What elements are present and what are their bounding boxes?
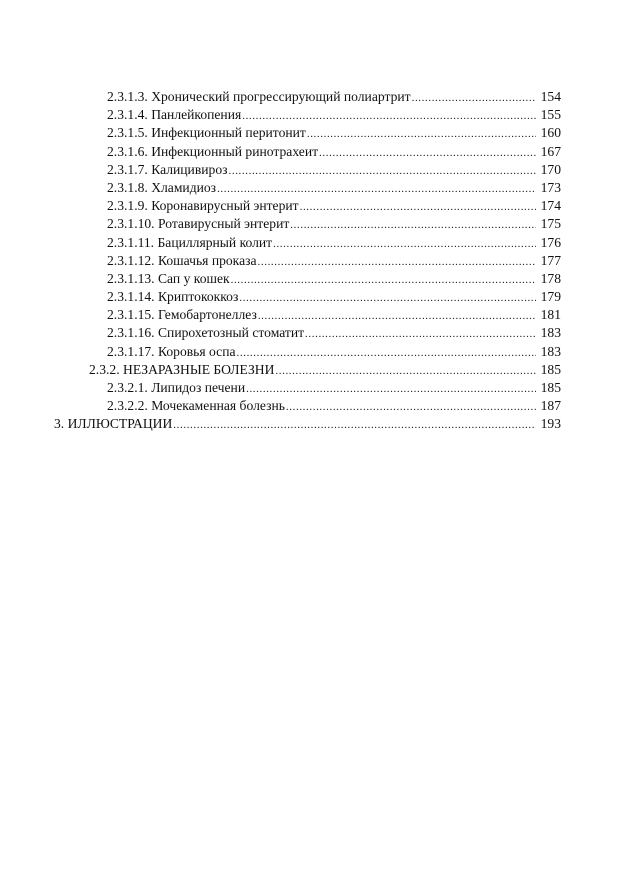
toc-entry [0, 306, 618, 324]
toc-entry-page-number: 179 [540, 289, 561, 305]
toc-entry-number: 2.3.1.15. [107, 307, 155, 323]
dot-leader [173, 416, 536, 434]
dot-leader [290, 216, 536, 234]
toc-entry-line [107, 106, 561, 125]
dot-leader [412, 89, 536, 107]
toc-entry-line [107, 143, 561, 162]
toc-entry-title: Инфекционный перитонит [151, 125, 306, 141]
toc-entry [0, 106, 618, 124]
toc-entry-line [107, 197, 561, 216]
toc-entry-page-number: 178 [540, 270, 561, 286]
toc-entry-title: ИЛЛЮСТРАЦИИ [67, 416, 173, 432]
toc-entry-page-number: 181 [540, 307, 561, 323]
dot-leader [305, 325, 536, 343]
toc-entry-title: Липидоз печени [151, 380, 246, 395]
toc-entry-line [107, 234, 561, 253]
toc-entry-number: 2.3.1.9. [107, 198, 148, 214]
toc-entry-line [107, 288, 561, 307]
toc-entry-number: 2.3.1.16. [107, 325, 155, 341]
toc-entry [0, 361, 618, 379]
toc-entry-title: Ротавирусный энтерит [157, 216, 290, 232]
toc-entry-line [107, 252, 561, 271]
toc-entry-number: 2.3.1.17. [107, 343, 155, 359]
toc-entry-line [107, 215, 561, 234]
toc-entry-number: 2.3.1.6. [107, 143, 148, 159]
toc-entry-title: Мочекаменная болезнь [151, 398, 285, 414]
toc-entry [0, 88, 618, 106]
toc-entry-page-number: 185 [540, 361, 561, 377]
toc-entry-page-number: 173 [540, 179, 561, 195]
toc-entry-title: Хламидиоз [151, 179, 217, 195]
dot-leader [307, 125, 536, 143]
toc-entry-page-number: 155 [540, 107, 561, 123]
toc-entry-page-number: 167 [540, 143, 561, 159]
toc-entry-number: 2.3.1.14. [107, 289, 155, 305]
toc-entry-page-number: 154 [540, 89, 561, 104]
toc-entry-number: 2.3.1.11. [107, 234, 155, 250]
toc-entry [0, 161, 618, 179]
toc-entry-line [107, 161, 561, 180]
toc-entry-number: 2.3.1.10. [107, 216, 155, 232]
toc-entry-number: 2.3.1.4. [107, 107, 148, 123]
toc-entry-line [107, 124, 561, 143]
toc-entry [0, 379, 618, 397]
toc-entry [0, 252, 618, 270]
toc-entry-title: Панлейкопения [151, 107, 242, 123]
toc-entry-number: 2.3.1.12. [107, 252, 155, 268]
toc-entry-number: 2.3.2.2. [107, 398, 148, 414]
toc-entry [0, 124, 618, 142]
toc-entry-line [107, 88, 561, 107]
toc-entry-number: 2.3.1.13. [107, 270, 155, 286]
toc-entry-title: Спирохетозный стоматит [157, 325, 305, 341]
toc-entry-title: НЕЗАРАЗНЫЕ БОЛЕЗНИ [123, 361, 275, 377]
dot-leader [242, 107, 536, 125]
toc-entry-page-number: 160 [540, 125, 561, 141]
toc-entry-page-number: 185 [540, 380, 561, 395]
dot-leader [229, 162, 537, 180]
toc-entry-title: Гемобартонеллез [157, 307, 257, 323]
dot-leader [217, 180, 536, 198]
toc-entry-number: 2.3.1.8. [107, 179, 148, 195]
toc-entry-page-number: 177 [540, 252, 561, 268]
toc-entry [0, 397, 618, 415]
toc-entry [0, 324, 618, 342]
toc-entry [0, 343, 618, 361]
toc-entry-line [107, 324, 561, 343]
toc-entry-line [107, 397, 561, 416]
toc-entry-title: Сап у кошек [157, 270, 230, 286]
toc-entry-line [107, 379, 561, 398]
toc-entry-page-number: 170 [540, 161, 561, 177]
toc-entry-title: Инфекционный ринотрахеит [151, 143, 319, 159]
dot-leader [258, 253, 536, 271]
toc-entry-line [89, 361, 561, 380]
toc-entry-page-number: 193 [540, 416, 561, 432]
toc-entry-line [107, 179, 561, 198]
toc-entry-line [54, 415, 561, 434]
toc-entry [0, 415, 618, 433]
dot-leader [239, 289, 536, 307]
toc-entry-number: 2.3.2. [89, 361, 120, 377]
toc-entry [0, 215, 618, 233]
toc-entry-page-number: 176 [540, 234, 561, 250]
dot-leader [246, 380, 536, 398]
toc-entry-line [107, 306, 561, 325]
table-of-contents [0, 88, 618, 434]
dot-leader [231, 271, 536, 289]
dot-leader [237, 344, 536, 362]
toc-entry-number: 2.3.1.7. [107, 161, 148, 177]
toc-entry-title: Криптококкоз [157, 289, 239, 305]
toc-entry-title: Коровья оспа [157, 343, 236, 359]
toc-entry-page-number: 183 [540, 343, 561, 359]
toc-entry-title: Бациллярный колит [157, 234, 273, 250]
dot-leader [258, 307, 536, 325]
toc-entry [0, 197, 618, 215]
toc-entry-title: Кошачья проказа [157, 252, 257, 268]
toc-entry-number: 2.3.1.3. [107, 89, 148, 104]
toc-entry [0, 143, 618, 161]
toc-entry-number: 3. [54, 416, 65, 432]
toc-entry-number: 2.3.1.5. [107, 125, 148, 141]
toc-entry-title: Коронавирусный энтерит [151, 198, 299, 214]
toc-entry-page-number: 175 [540, 216, 561, 232]
dot-leader [273, 235, 536, 253]
toc-entry [0, 234, 618, 252]
toc-entry [0, 179, 618, 197]
toc-entry-line [107, 343, 561, 362]
toc-entry-number: 2.3.2.1. [107, 380, 148, 395]
toc-entry-line [107, 270, 561, 289]
toc-entry-title: Хронический прогрессирующий полиартрит [151, 89, 411, 104]
toc-entry [0, 288, 618, 306]
toc-entry-title: Калицивироз [151, 161, 228, 177]
dot-leader [319, 144, 536, 162]
toc-entry-page-number: 187 [540, 398, 561, 414]
toc-entry [0, 270, 618, 288]
toc-entry-page-number: 183 [540, 325, 561, 341]
dot-leader [286, 398, 536, 416]
dot-leader [300, 198, 536, 216]
toc-entry-page-number: 174 [540, 198, 561, 214]
dot-leader [275, 362, 536, 380]
